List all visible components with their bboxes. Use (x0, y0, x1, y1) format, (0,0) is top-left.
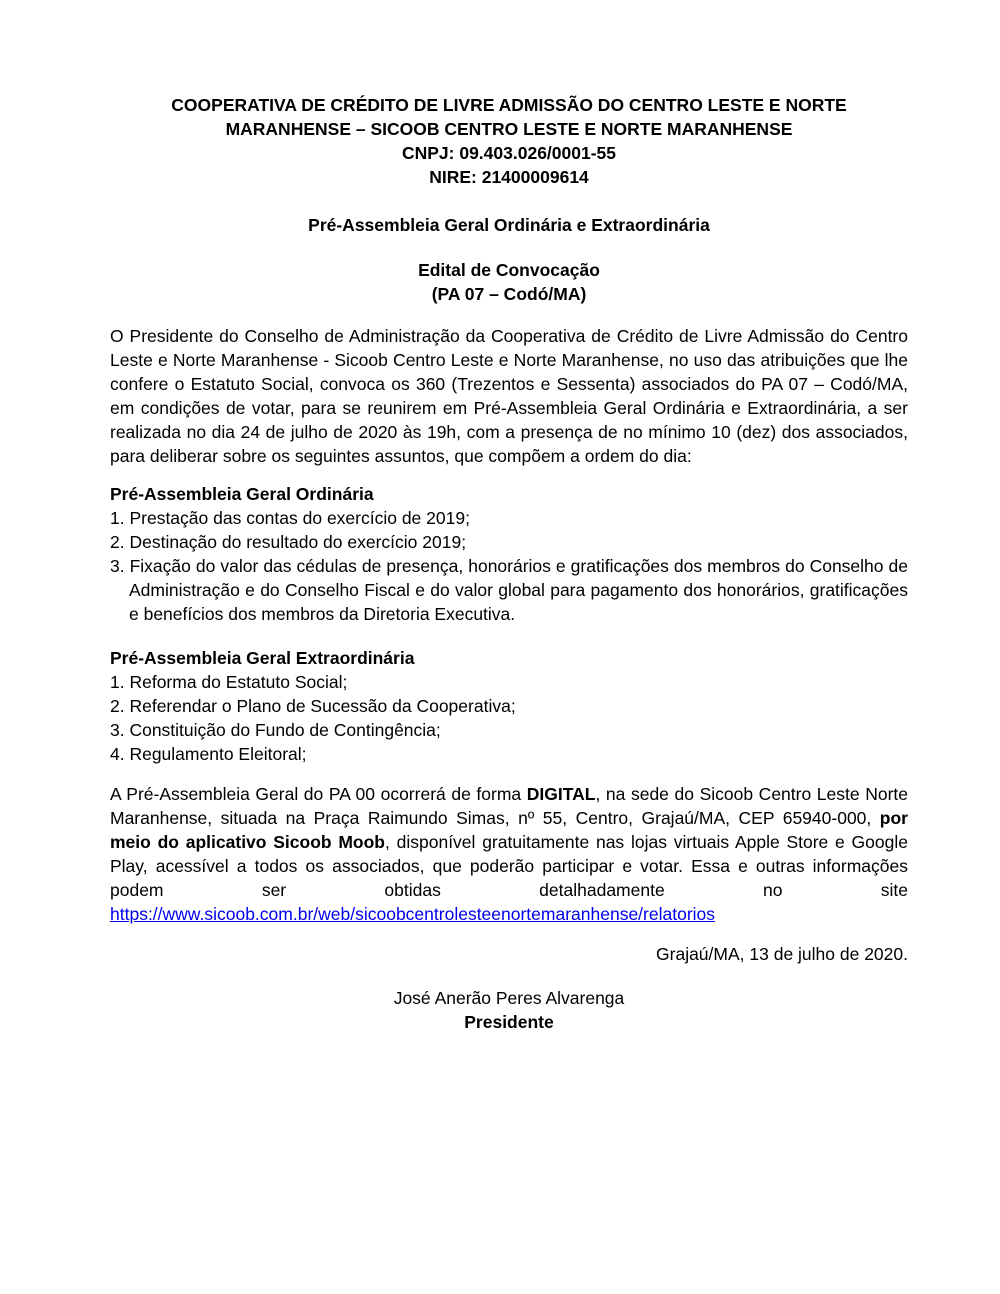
relatorios-link[interactable]: https://www.sicoob.com.br/web/sicoobcentrolesteenortemaranhense/relatorios (110, 904, 716, 924)
cnpj-line: CNPJ: 09.403.026/0001-55 (401, 143, 617, 163)
ordinaria-heading: Pré-Assembleia Geral Ordinária (110, 484, 374, 504)
app-emphasis: por meio do aplicativo Sicoob Moob (110, 808, 908, 852)
ordinaria-list (110, 506, 908, 626)
list-item: 4. Regulamento Eleitoral; (110, 744, 307, 764)
document-subtitle (110, 258, 908, 306)
org-name: COOPERATIVA DE CRÉDITO DE LIVRE ADMISSÃO DO CENTRO LESTE E NORTE MARANHENSE – SICOOB CENTRO LESTE E NORTE MARANHENSE (171, 95, 847, 139)
closing-text-3: , disponível gratuitamente nas lojas virtuais Apple Store e Google Play, acessível a todos os associados, que poderão participar e votar. Essa e outras informações podem ser obtidas detalhadamente no site (110, 832, 908, 900)
list-item: 2. Referendar o Plano de Sucessão da Cooperativa; (110, 696, 516, 716)
dateline: Grajaú/MA, 13 de julho de 2020. (656, 944, 908, 964)
signature-block (110, 986, 908, 1034)
digital-emphasis: DIGITAL (526, 784, 596, 804)
subtitle-edital: Edital de Convocação (418, 260, 600, 280)
nire-line: NIRE: 21400009614 (429, 167, 589, 187)
extraordinaria-list (110, 670, 908, 766)
list-item: 1. Prestação das contas do exercício de 2019; (110, 508, 470, 528)
section-ordinaria (110, 482, 908, 626)
closing-text-1: A Pré-Assembleia Geral do PA 00 ocorrerá de forma (110, 784, 527, 804)
document-header (110, 93, 908, 189)
list-item: 2. Destinação do resultado do exercício 2019; (110, 532, 467, 552)
subtitle-pa: (PA 07 – Codó/MA) (431, 284, 587, 304)
intro-paragraph: O Presidente do Conselho de Administração da Cooperativa de Crédito de Livre Admissão do Centro Leste e Norte Maranhense - Sicoob Centro Leste e Norte Maranhense, no uso das atribuições que lhe confere o Estatuto Social, convoca os 360 (Trezentos e Sessenta) associados do PA 07 – Codó/MA, em condições de votar, para se reunirem em Pré-Assembleia Geral Ordinária e Extraordinária, a ser realizada no dia 24 de julho de 2020 às 19h, com a presença de no mínimo 10 (dez) dos associados, para deliberar sobre os seguintes assuntos, que compõem a ordem do dia: (110, 326, 908, 466)
signature-role: Presidente (464, 1012, 554, 1032)
closing-text-2: , na sede do Sicoob Centro Leste Norte Maranhense, situada na Praça Raimundo Simas, nº 55, Centro, Grajaú/MA, CEP 65940-000, (110, 784, 908, 828)
list-item: 3. Fixação do valor das cédulas de presença, honorários e gratificações dos membros do Conselho de Administração e do Conselho Fiscal e do valor global para pagamento dos honorários, gratificações e benefícios dos membros da Diretoria Executiva. (110, 556, 908, 624)
list-item: 1. Reforma do Estatuto Social; (110, 672, 348, 692)
list-item: 3. Constituição do Fundo de Contingência; (110, 720, 441, 740)
extraordinaria-heading: Pré-Assembleia Geral Extraordinária (110, 648, 415, 668)
closing-paragraph (110, 782, 908, 926)
document-title: Pré-Assembleia Geral Ordinária e Extraordinária (308, 215, 710, 235)
signature-name: José Anerão Peres Alvarenga (393, 988, 625, 1008)
section-extraordinaria (110, 646, 908, 766)
